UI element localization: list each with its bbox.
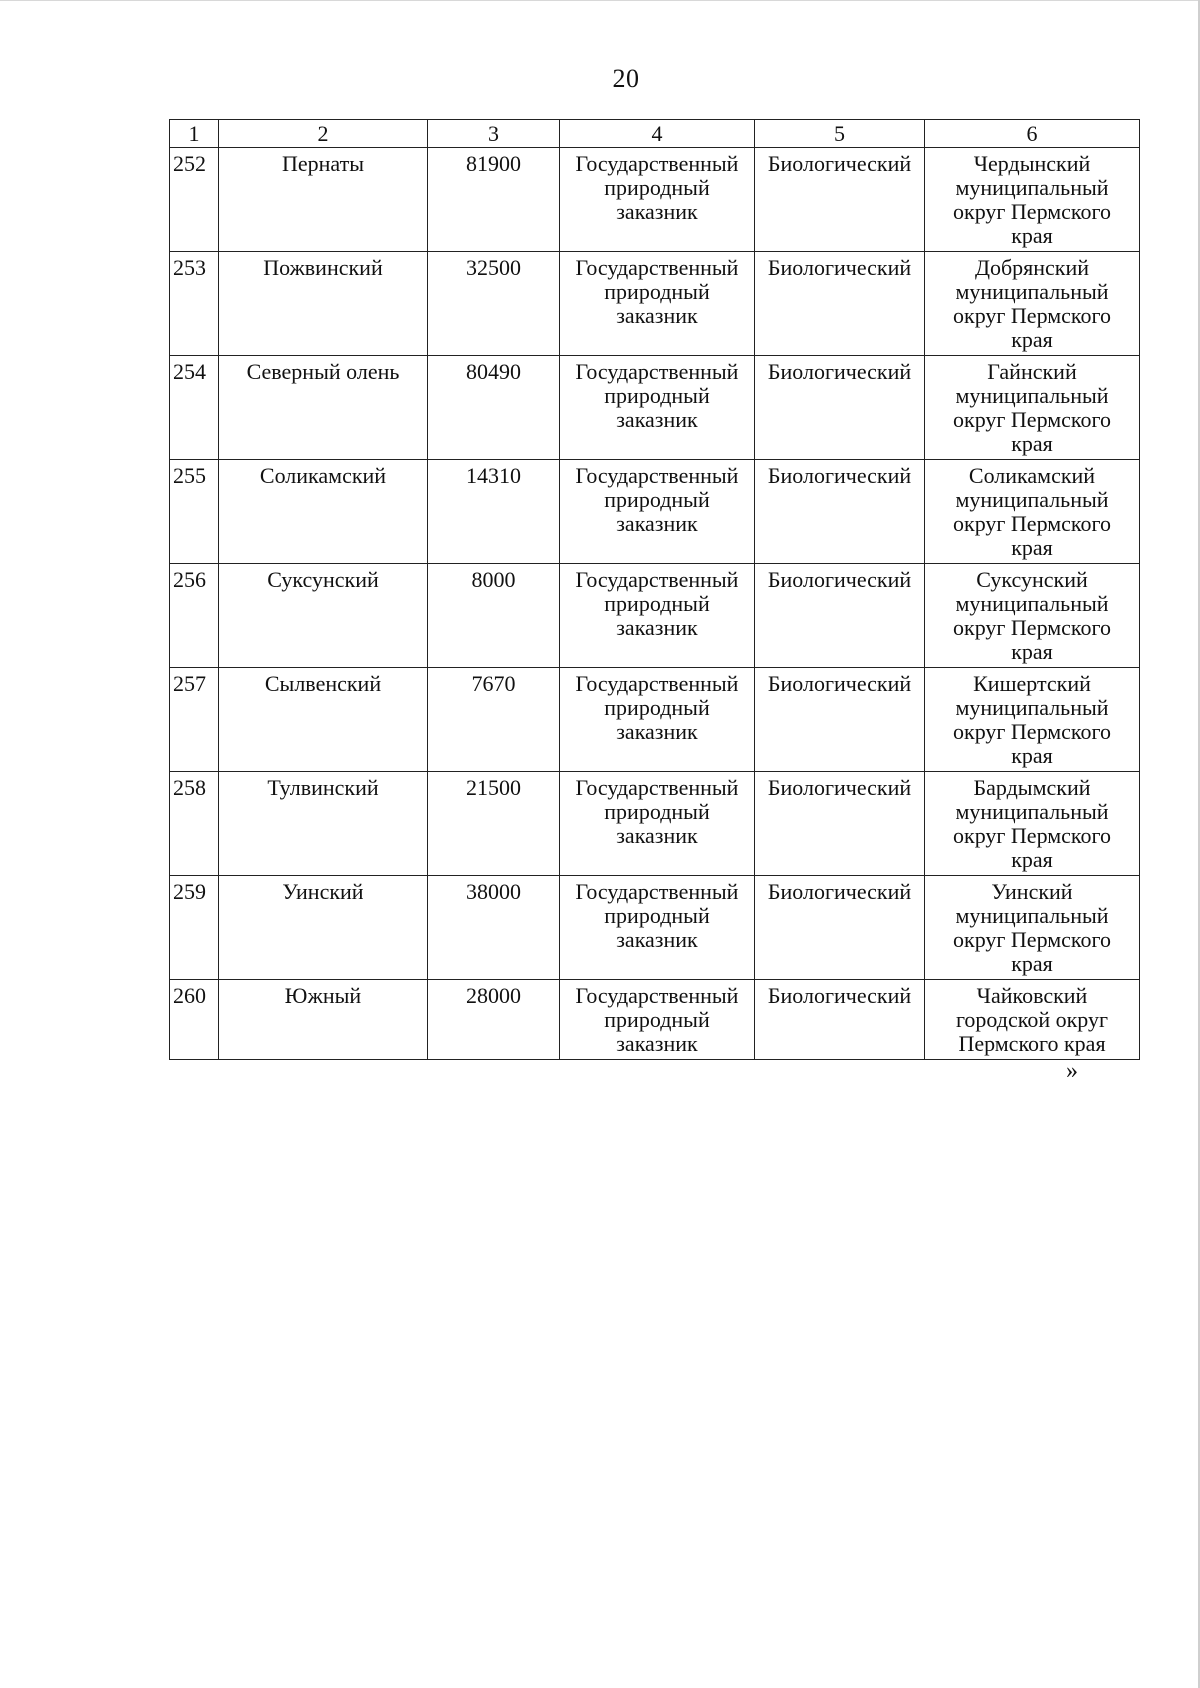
reserve-type-line: заказник: [616, 1031, 698, 1056]
header-col-5: 5: [755, 120, 925, 148]
table-row: [170, 772, 1140, 876]
location-line: муниципальный: [955, 903, 1109, 928]
area-cell: 21500: [428, 772, 560, 876]
area-cell: 81900: [428, 148, 560, 252]
table-body: [170, 148, 1140, 1060]
location-line: округ Пермского: [953, 927, 1111, 952]
reserve-type-line: Государственный: [575, 359, 739, 384]
reserve-type-line: Государственный: [575, 463, 739, 488]
table-header: [170, 120, 1140, 148]
profile-cell: Биологический: [755, 772, 925, 876]
table-row: [170, 668, 1140, 772]
location-line: края: [1011, 223, 1053, 248]
location-line: округ Пермского: [953, 511, 1111, 536]
location-line: края: [1011, 327, 1053, 352]
table-row: [170, 356, 1140, 460]
header-col-3: 3: [428, 120, 560, 148]
location-line: Чердынский: [973, 151, 1091, 176]
location-cell: [925, 148, 1140, 252]
closing-quote: »: [1066, 1058, 1078, 1084]
location-line: края: [1011, 951, 1053, 976]
row-number-cell: 258: [170, 772, 219, 876]
reserve-type-cell: [560, 668, 755, 772]
location-cell: [925, 772, 1140, 876]
location-line: муниципальный: [955, 799, 1109, 824]
area-cell: 28000: [428, 980, 560, 1060]
profile-cell: Биологический: [755, 876, 925, 980]
profile-cell: Биологический: [755, 668, 925, 772]
location-cell: [925, 460, 1140, 564]
reserve-type-cell: [560, 772, 755, 876]
location-line: Кишертский: [973, 671, 1091, 696]
reserve-type-line: природный: [604, 175, 710, 200]
reserve-type-line: заказник: [616, 719, 698, 744]
reserve-type-line: заказник: [616, 615, 698, 640]
reserve-type-line: природный: [604, 383, 710, 408]
reserve-name-cell: Суксунский: [219, 564, 428, 668]
row-number-cell: 252: [170, 148, 219, 252]
reserves-table: [169, 119, 1140, 1060]
location-line: муниципальный: [955, 279, 1109, 304]
row-number-cell: 254: [170, 356, 219, 460]
location-line: края: [1011, 639, 1053, 664]
location-line: края: [1011, 847, 1053, 872]
location-line: края: [1011, 743, 1053, 768]
row-number-cell: 256: [170, 564, 219, 668]
row-number-cell: 257: [170, 668, 219, 772]
location-line: округ Пермского: [953, 303, 1111, 328]
reserve-name-cell: Тулвинский: [219, 772, 428, 876]
location-line: края: [1011, 535, 1053, 560]
reserve-type-cell: [560, 356, 755, 460]
header-col-4: 4: [560, 120, 755, 148]
reserve-type-line: природный: [604, 695, 710, 720]
reserve-type-line: Государственный: [575, 567, 739, 592]
reserve-name-cell: Южный: [219, 980, 428, 1060]
area-cell: 32500: [428, 252, 560, 356]
table-row: [170, 980, 1140, 1060]
location-cell: [925, 668, 1140, 772]
area-cell: 14310: [428, 460, 560, 564]
area-cell: 80490: [428, 356, 560, 460]
location-line: Гайнский: [987, 359, 1077, 384]
location-line: округ Пермского: [953, 199, 1111, 224]
reserve-name-cell: Сылвенский: [219, 668, 428, 772]
location-line: муниципальный: [955, 695, 1109, 720]
reserve-type-cell: [560, 876, 755, 980]
reserve-type-cell: [560, 980, 755, 1060]
location-line: муниципальный: [955, 175, 1109, 200]
header-col-6: 6: [925, 120, 1140, 148]
table-row: [170, 876, 1140, 980]
area-cell: 7670: [428, 668, 560, 772]
location-cell: [925, 564, 1140, 668]
reserve-type-line: заказник: [616, 407, 698, 432]
location-line: округ Пермского: [953, 719, 1111, 744]
reserve-type-cell: [560, 252, 755, 356]
reserve-type-line: заказник: [616, 823, 698, 848]
location-line: городской округ: [955, 1007, 1109, 1032]
reserve-type-line: Государственный: [575, 151, 739, 176]
reserve-type-line: природный: [604, 591, 710, 616]
location-line: округ Пермского: [953, 407, 1111, 432]
location-cell: [925, 252, 1140, 356]
location-line: Соликамский: [968, 463, 1096, 488]
location-cell: [925, 876, 1140, 980]
reserve-type-line: природный: [604, 487, 710, 512]
location-cell: [925, 980, 1140, 1060]
reserve-name-cell: Уинский: [219, 876, 428, 980]
profile-cell: Биологический: [755, 148, 925, 252]
header-col-1: 1: [170, 120, 219, 148]
reserve-type-line: заказник: [616, 927, 698, 952]
row-number-cell: 255: [170, 460, 219, 564]
reserve-type-line: природный: [604, 903, 710, 928]
reserve-type-cell: [560, 148, 755, 252]
reserve-type-cell: [560, 564, 755, 668]
profile-cell: Биологический: [755, 252, 925, 356]
profile-cell: Биологический: [755, 460, 925, 564]
location-line: Добрянский: [974, 255, 1090, 280]
table-row: [170, 252, 1140, 356]
row-number-cell: 259: [170, 876, 219, 980]
location-line: Бардымский: [973, 775, 1091, 800]
reserve-type-line: природный: [604, 799, 710, 824]
location-line: округ Пермского: [953, 615, 1111, 640]
reserve-type-line: заказник: [616, 199, 698, 224]
reserve-type-line: Государственный: [575, 775, 739, 800]
location-line: Чайковский: [976, 983, 1088, 1008]
location-line: края: [1011, 431, 1053, 456]
page-number: 20: [612, 64, 640, 93]
location-line: Уинский: [991, 879, 1073, 904]
reserve-type-line: Государственный: [575, 983, 739, 1008]
reserve-type-line: природный: [604, 279, 710, 304]
table-row: [170, 148, 1140, 252]
header-row: [170, 120, 1140, 148]
location-line: муниципальный: [955, 383, 1109, 408]
reserve-type-line: Государственный: [575, 671, 739, 696]
scan-edge-top: [0, 0, 1200, 1]
location-line: муниципальный: [955, 487, 1109, 512]
location-line: округ Пермского: [953, 823, 1111, 848]
reserve-type-line: Государственный: [575, 879, 739, 904]
profile-cell: Биологический: [755, 980, 925, 1060]
reserve-type-line: заказник: [616, 303, 698, 328]
reserve-name-cell: Пожвинский: [219, 252, 428, 356]
reserve-name-cell: Пернаты: [219, 148, 428, 252]
reserve-type-line: Государственный: [575, 255, 739, 280]
header-col-2: 2: [219, 120, 428, 148]
row-number-cell: 260: [170, 980, 219, 1060]
row-number-cell: 253: [170, 252, 219, 356]
location-cell: [925, 356, 1140, 460]
table-row: [170, 460, 1140, 564]
reserve-name-cell: Соликамский: [219, 460, 428, 564]
reserve-type-cell: [560, 460, 755, 564]
location-line: муниципальный: [955, 591, 1109, 616]
reserve-type-line: заказник: [616, 511, 698, 536]
profile-cell: Биологический: [755, 564, 925, 668]
area-cell: 38000: [428, 876, 560, 980]
profile-cell: Биологический: [755, 356, 925, 460]
reserve-name-cell: Северный олень: [219, 356, 428, 460]
table-row: [170, 564, 1140, 668]
location-line: Пермского края: [958, 1031, 1106, 1056]
area-cell: 8000: [428, 564, 560, 668]
reserve-type-line: природный: [604, 1007, 710, 1032]
location-line: Суксунский: [976, 567, 1088, 592]
